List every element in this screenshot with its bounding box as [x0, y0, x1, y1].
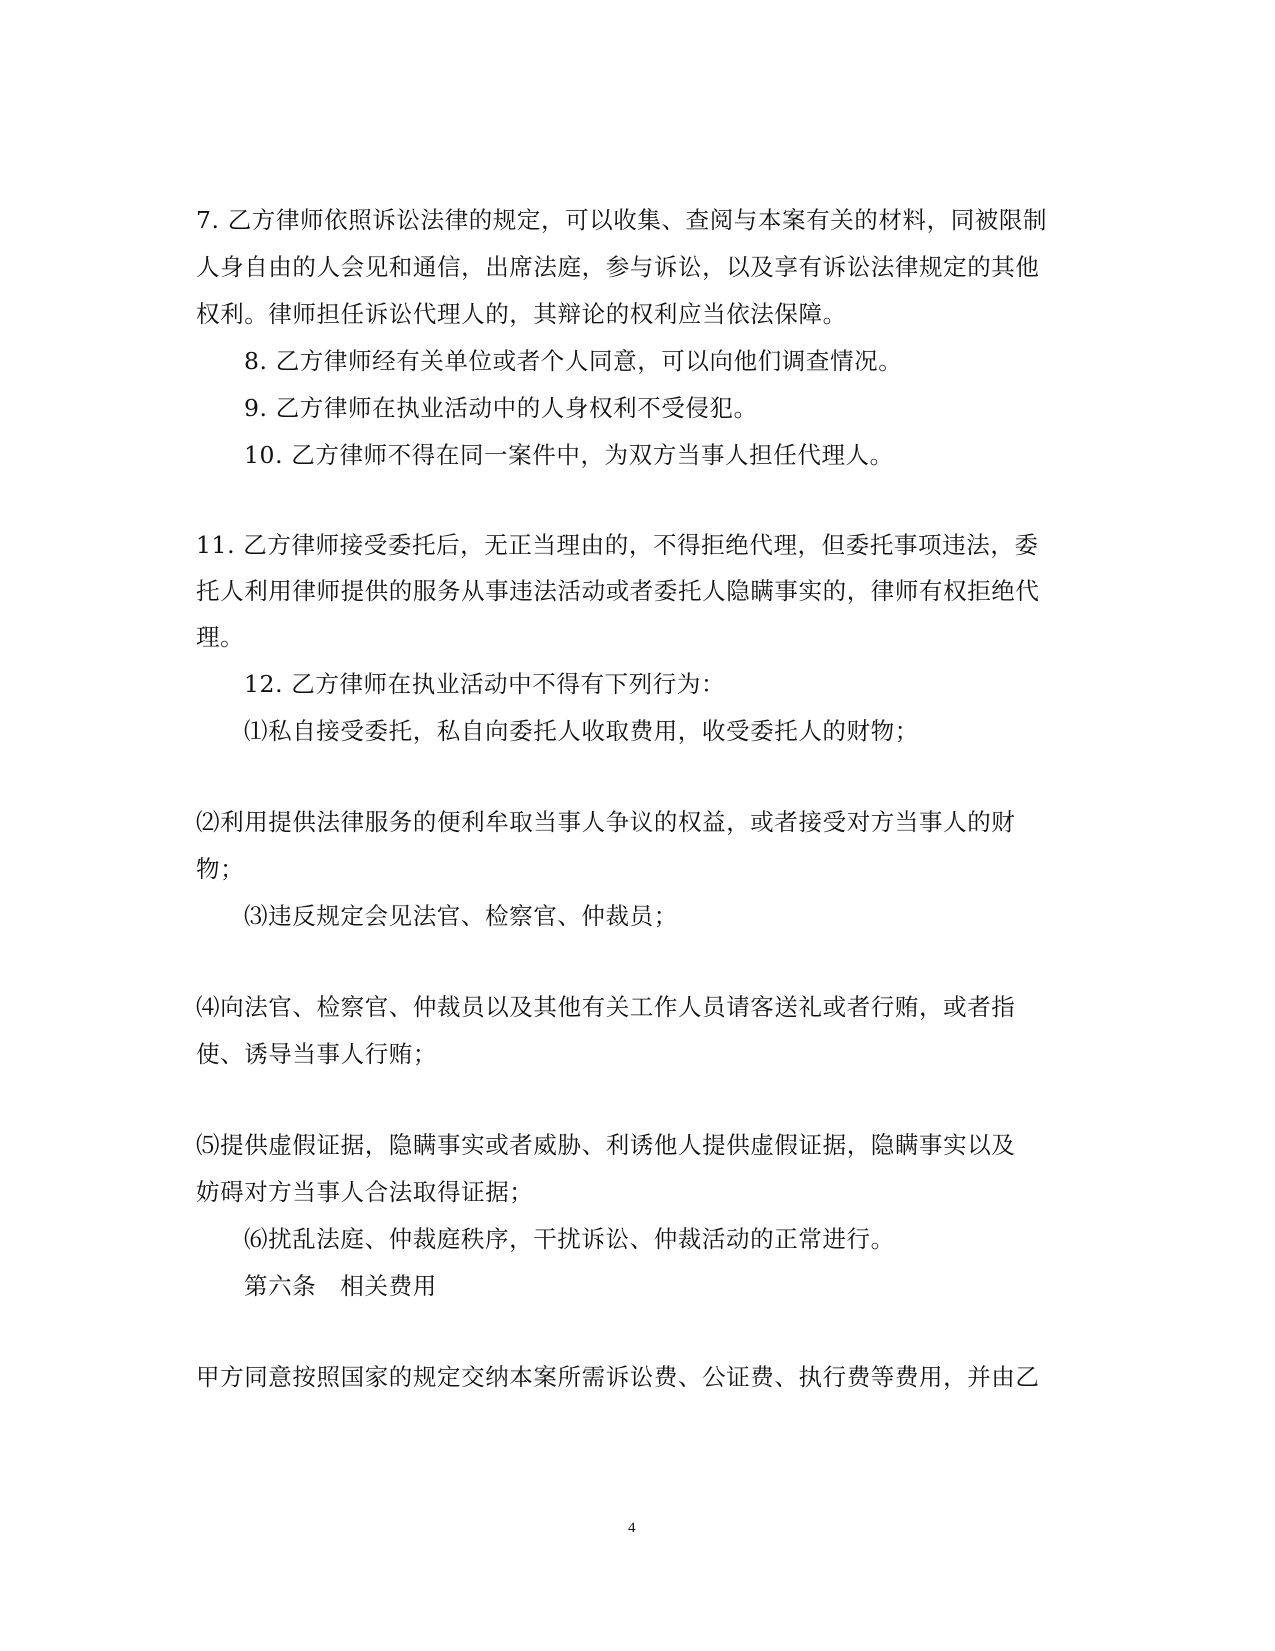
paragraph-11-line-2: 托人利用律师提供的服务从事违法活动或者委托人隐瞒事实的，律师有权拒绝代	[196, 577, 1040, 605]
paragraph-12: 12. 乙方律师在执业活动中不得有下列行为：	[244, 670, 726, 698]
item-4-line-1: ⑷向法官、检察官、仲裁员以及其他有关工作人员请客送礼或者行贿，或者指	[196, 993, 1016, 1021]
item-1: ⑴私自接受委托，私自向委托人收取费用，收受委托人的财物；	[244, 717, 919, 745]
paragraph-11-line-1: 11. 乙方律师接受委托后，无正当理由的，不得拒绝代理，但委托事项违法，委	[196, 531, 1039, 559]
item-2-line-2: 物；	[196, 855, 245, 883]
paragraph-9: 9. 乙方律师在执业活动中的人身权利不受侵犯。	[244, 394, 758, 422]
item-3: ⑶违反规定会见法官、检察官、仲裁员；	[244, 902, 678, 930]
paragraph-7-line-2: 人身自由的人会见和通信，出席法庭，参与诉讼，以及享有诉讼法律规定的其他	[196, 253, 1040, 281]
item-2-line-1: ⑵利用提供法律服务的便利牟取当事人争议的权益，或者接受对方当事人的财	[196, 808, 1016, 836]
paragraph-7-line-3: 权利。律师担任诉讼代理人的，其辩论的权利应当依法保障。	[196, 300, 847, 328]
item-5-line-1: ⑸提供虚假证据，隐瞒事实或者威胁、利诱他人提供虚假证据，隐瞒事实以及	[196, 1131, 1016, 1159]
paragraph-10: 10. 乙方律师不得在同一案件中，为双方当事人担任代理人。	[244, 441, 894, 469]
item-4-line-2: 使、诱导当事人行贿；	[196, 1040, 437, 1068]
article-6-paragraph-line-1: 甲方同意按照国家的规定交纳本案所需诉讼费、公证费、执行费等费用，并由乙	[196, 1363, 1040, 1391]
item-6: ⑹扰乱法庭、仲裁庭秩序，干扰诉讼、仲裁活动的正常进行。	[244, 1225, 895, 1253]
paragraph-8: 8. 乙方律师经有关单位或者个人同意，可以向他们调查情况。	[244, 347, 903, 375]
paragraph-11-line-3: 理。	[196, 623, 245, 651]
page-number: 4	[628, 1520, 636, 1536]
item-5-line-2: 妨碍对方当事人合法取得证据；	[196, 1178, 534, 1206]
article-6-heading: 第六条 相关费用	[244, 1272, 437, 1300]
paragraph-7-line-1: 7. 乙方律师依照诉讼法律的规定，可以收集、查阅与本案有关的材料，同被限制	[196, 206, 1048, 234]
